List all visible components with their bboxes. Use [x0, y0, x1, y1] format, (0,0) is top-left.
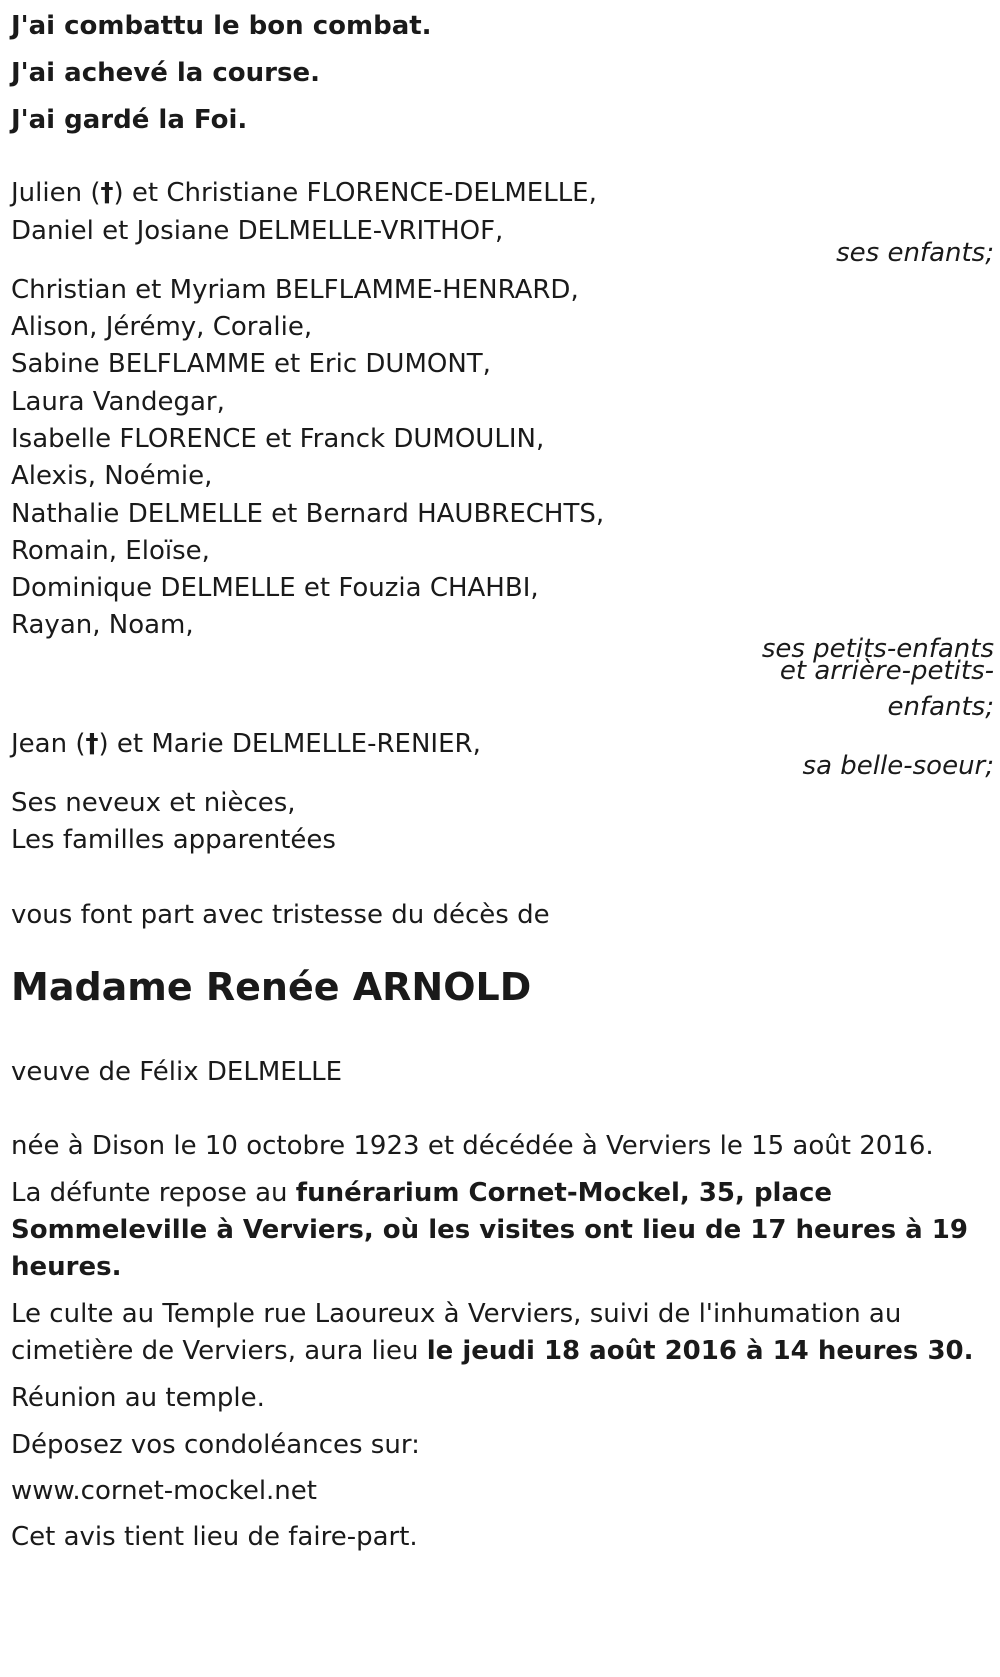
grandchildren-line: Rayan, Noam,: [11, 610, 194, 640]
children-role: ses enfants;: [836, 238, 994, 268]
grandchildren-line: Laura Vandegar,: [11, 387, 225, 417]
condolences: Déposez vos condoléances sur:: [11, 1430, 420, 1460]
grandchildren-role-1: ses petits-enfants: [761, 634, 994, 664]
repose-line-1: La défunte repose au funérarium Cornet-Mockel, 35, place: [11, 1178, 833, 1208]
grandchildren-line: Dominique DELMELLE et Fouzia CHAHBI,: [11, 573, 539, 603]
grandchildren-line: Alexis, Noémie,: [11, 461, 213, 491]
repose-line-2: Sommeleville à Verviers, où les visites ont lieu de 17 heures à 19: [11, 1215, 968, 1245]
verse-line-2: J'ai achevé la course.: [11, 58, 320, 88]
grandchildren-line: Alison, Jérémy, Coralie,: [11, 312, 313, 342]
service-line-2: cimetière de Verviers, aura lieu le jeudi 18 août 2016 à 14 heures 30.: [11, 1336, 974, 1366]
grandchildren-role-2: et arrière-petits-: [779, 656, 994, 686]
grandchildren-line: Nathalie DELMELLE et Bernard HAUBRECHTS,: [11, 499, 605, 529]
verse-line-1: J'ai combattu le bon combat.: [11, 11, 432, 41]
cross-icon: †: [100, 178, 114, 208]
birth-death: née à Dison le 10 octobre 1923 et décédée à Verviers le 15 août 2016.: [11, 1131, 934, 1161]
grandchildren-line: Sabine BELFLAMME et Eric DUMONT,: [11, 349, 491, 379]
grandchildren-role-3: enfants;: [887, 692, 994, 722]
children-line-2: Daniel et Josiane DELMELLE-VRITHOF,: [11, 216, 504, 246]
sister-in-law-role: sa belle-soeur;: [802, 751, 994, 781]
relatives-line-2: Les familles apparentées: [11, 825, 336, 855]
grandchildren-line: Romain, Eloïse,: [11, 536, 210, 566]
children-line-1: Julien (†) et Christiane FLORENCE-DELMELLE,: [11, 178, 597, 208]
announcement: vous font part avec tristesse du décès de: [11, 900, 550, 930]
sister-in-law-line: Jean (†) et Marie DELMELLE-RENIER,: [11, 729, 481, 759]
grandchildren-line: Isabelle FLORENCE et Franck DUMOULIN,: [11, 424, 545, 454]
verse-line-3: J'ai gardé la Foi.: [11, 105, 248, 135]
relatives-line-1: Ses neveux et nièces,: [11, 788, 296, 818]
grandchildren-line: Christian et Myriam BELFLAMME-HENRARD,: [11, 275, 579, 305]
cross-icon: †: [85, 729, 99, 759]
service-line-1: Le culte au Temple rue Laoureux à Verviers, suivi de l'inhumation au: [11, 1299, 902, 1329]
repose-line-3: heures.: [11, 1252, 122, 1282]
notice: Cet avis tient lieu de faire-part.: [11, 1522, 418, 1552]
deceased-name: Madame Renée ARNOLD: [11, 965, 532, 1009]
website: www.cornet-mockel.net: [11, 1476, 317, 1506]
meeting: Réunion au temple.: [11, 1383, 265, 1413]
widow-of: veuve de Félix DELMELLE: [11, 1057, 343, 1087]
